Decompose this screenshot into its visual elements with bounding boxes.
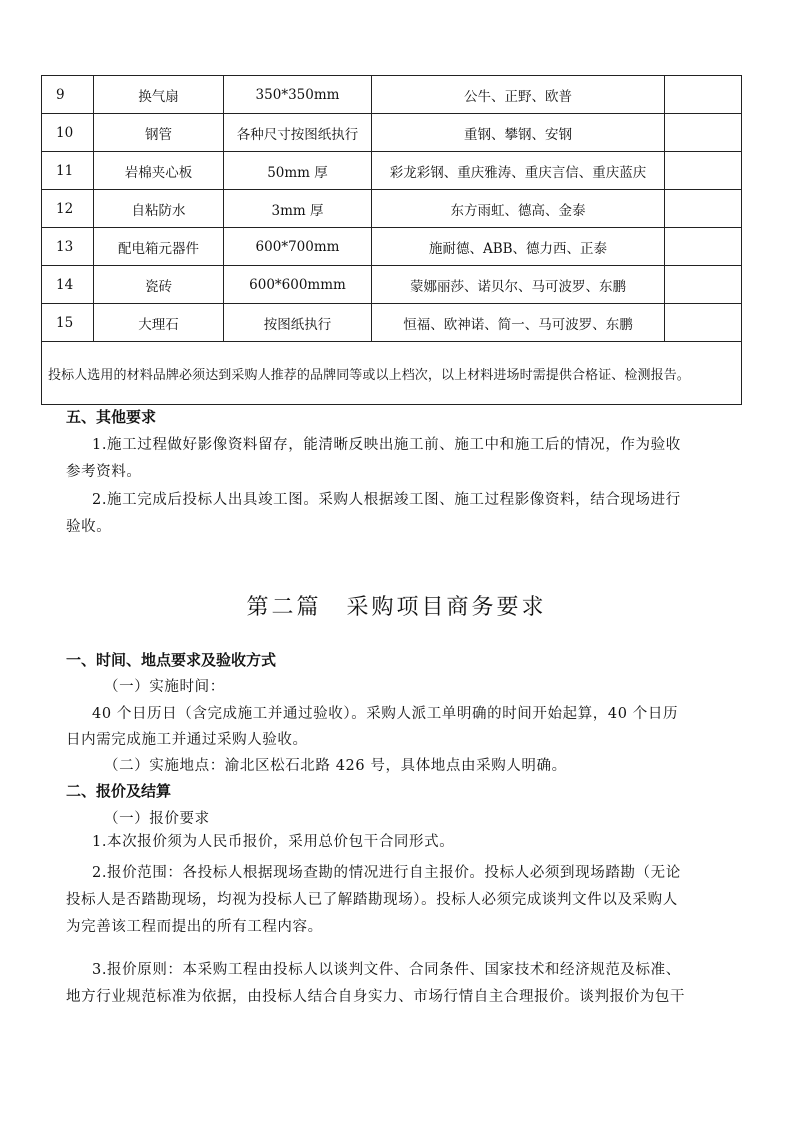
subheading: （一）报价要求 [104,811,210,827]
paragraph-line: 40 个日历日（含完成施工并通过验收）。采购人派工单明确的时间开始起算，40 个日历 [92,706,679,722]
material-brands: 重钢、攀钢、安钢 [372,114,665,152]
paragraph-line: 日内需完成施工并通过采购人验收。 [66,732,308,748]
material-remark [665,190,742,228]
table-note-row [42,342,742,405]
material-brands: 蒙娜丽莎、诺贝尔、马可波罗、东鹏 [372,266,665,304]
material-remark [665,266,742,304]
material-name: 换气扇 [94,76,224,114]
material-remark [665,152,742,190]
material-name: 岩棉夹心板 [94,152,224,190]
material-spec: 3mm 厚 [224,190,372,228]
part-title: 第二篇 采购项目商务要求 [246,595,547,620]
table-note: 投标人选用的材料品牌必须达到采购人推荐的品牌同等或以上档次，以上材料进场时需提供合格证、检测报告。 [42,342,742,405]
table-row [42,76,742,114]
material-brands: 公牛、正野、欧普 [372,76,665,114]
material-name: 钢管 [94,114,224,152]
material-remark [665,228,742,266]
table-row [42,228,742,266]
row-number: 10 [42,114,94,152]
material-name: 配电箱元器件 [94,228,224,266]
table-row [42,266,742,304]
table-row [42,114,742,152]
subheading: （一）实施时间： [104,679,225,695]
material-spec: 50mm 厚 [224,152,372,190]
material-spec: 按图纸执行 [224,304,372,342]
row-number: 13 [42,228,94,266]
material-brands: 施耐德、ABB、德力西、正泰 [372,228,665,266]
row-number: 15 [42,304,94,342]
table-row [42,152,742,190]
paragraph-line: 2.施工完成后投标人出具竣工图。采购人根据竣工图、施工过程影像资料，结合现场进行 [92,492,681,508]
paragraph-line: 地方行业规范标准为依据，由投标人结合自身实力、市场行情自主合理报价。谈判报价为包干 [66,989,686,1005]
material-remark [665,114,742,152]
paragraph-line: 投标人是否踏勘现场，均视为投标人已了解踏勘现场）。投标人必须完成谈判文件以及采购人 [66,892,678,908]
row-number: 11 [42,152,94,190]
paragraph-line: 2.报价范围：各投标人根据现场查勘的情况进行自主报价。投标人必须到现场踏勘（无论 [92,865,681,881]
paragraph-line: 参考资料。 [66,464,142,480]
section-heading-other-requirements: 五、其他要求 [66,408,157,426]
paragraph-line: 1.本次报价须为人民币报价，采用总价包干合同形式。 [92,834,455,850]
material-brands: 东方雨虹、德高、金泰 [372,190,665,228]
row-number: 12 [42,190,94,228]
material-brands: 恒福、欧神诺、简一、马可波罗、东鹏 [372,304,665,342]
row-number: 14 [42,266,94,304]
table-row [42,304,742,342]
material-remark [665,304,742,342]
materials-table-body [42,76,742,405]
paragraph-line: 为完善该工程而提出的所有工程内容。 [66,919,323,935]
row-number: 9 [42,76,94,114]
material-name: 自粘防水 [94,190,224,228]
subheading: （二）实施地点：渝北区松石北路 426 号，具体地点由采购人明确。 [104,758,567,774]
section-heading-pricing: 二、报价及结算 [66,782,172,800]
material-spec: 各种尺寸按图纸执行 [224,114,372,152]
material-spec: 350*350mm [224,76,372,114]
table-row [42,190,742,228]
paragraph-line: 3.报价原则：本采购工程由投标人以谈判文件、合同条件、国家技术和经济规范及标准、 [92,962,681,978]
material-name: 大理石 [94,304,224,342]
material-remark [665,76,742,114]
paragraph-line: 1.施工过程做好影像资料留存，能清晰反映出施工前、施工中和施工后的情况，作为验收 [92,437,681,453]
section-heading-time-location: 一、时间、地点要求及验收方式 [66,651,277,669]
paragraph-line: 验收。 [66,519,112,535]
material-spec: 600*600mmm [224,266,372,304]
materials-table [41,75,742,405]
material-name: 瓷砖 [94,266,224,304]
material-spec: 600*700mm [224,228,372,266]
material-brands: 彩龙彩钢、重庆雅涛、重庆言信、重庆蓝庆 [372,152,665,190]
